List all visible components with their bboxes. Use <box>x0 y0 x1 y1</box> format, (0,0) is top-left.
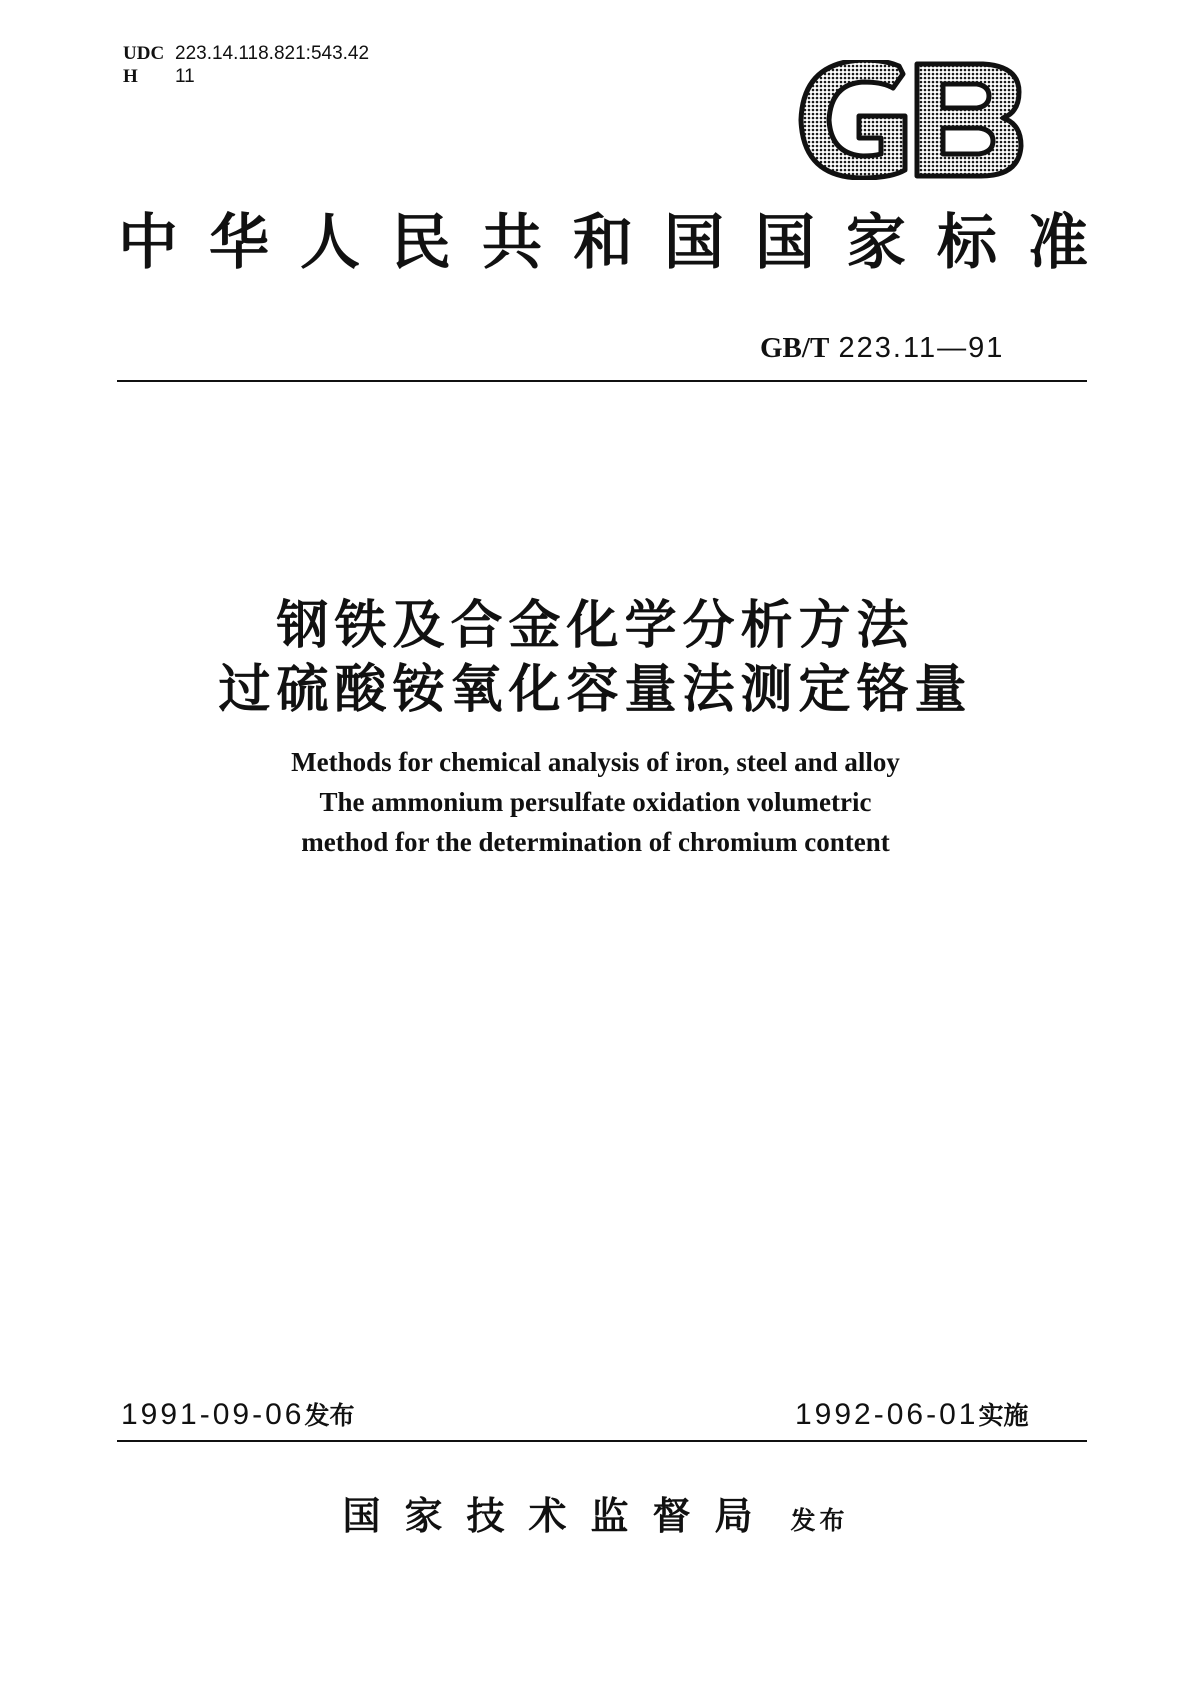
english-title-line-2: The ammonium persulfate oxidation volumetric <box>319 787 872 817</box>
publisher-line <box>0 1485 1191 1540</box>
national-title-char: 人 <box>300 208 360 278</box>
ccs-line <box>123 65 369 88</box>
national-title-char: 国 <box>664 208 724 278</box>
standard-code: 223.11—91 <box>838 332 1005 364</box>
english-title-line-3: method for the determination of chromium content <box>301 827 890 857</box>
chinese-title-line-1: 钢铁及合金化学分析方法 <box>276 596 915 656</box>
chinese-title-line-2: 过硫酸铵氧化容量法测定铬量 <box>218 660 973 720</box>
udc-value: 223.14.118.821:543.42 <box>175 43 370 64</box>
national-title-char: 和 <box>573 208 633 278</box>
footer-divider <box>117 1440 1087 1442</box>
udc-line <box>123 42 369 65</box>
ccs-value: 11 <box>175 66 195 87</box>
national-title-char: 国 <box>755 208 815 278</box>
national-title-char: 民 <box>391 208 451 278</box>
issue-date-block <box>121 1397 354 1434</box>
effective-label: 实施 <box>978 1401 1029 1430</box>
issue-date: 1991-09-06 <box>121 1398 305 1431</box>
standard-number <box>760 330 1004 365</box>
header-divider <box>117 380 1087 382</box>
national-title-char: 华 <box>209 208 269 278</box>
national-title-char: 标 <box>937 208 997 278</box>
issue-label: 发布 <box>304 1401 355 1430</box>
effective-date: 1992-06-01 <box>795 1398 979 1431</box>
udc-label: UDC <box>123 43 165 64</box>
national-title-char: 准 <box>1028 208 1088 278</box>
ccs-label: H <box>123 66 138 87</box>
national-title-char: 共 <box>482 208 542 278</box>
publisher-action: 发布 <box>790 1506 849 1535</box>
gb-logo <box>795 60 1025 180</box>
effective-date-block <box>795 1397 1028 1434</box>
national-standard-title <box>118 208 1088 278</box>
national-title-char: 家 <box>846 208 906 278</box>
national-title-char: 中 <box>118 208 178 278</box>
english-title-line-1: Methods for chemical analysis of iron, steel and alloy <box>291 747 900 777</box>
classification-codes <box>123 42 369 88</box>
standard-prefix: GB/T <box>760 332 830 364</box>
publisher-name: 国家技术监督局 <box>342 1493 777 1538</box>
